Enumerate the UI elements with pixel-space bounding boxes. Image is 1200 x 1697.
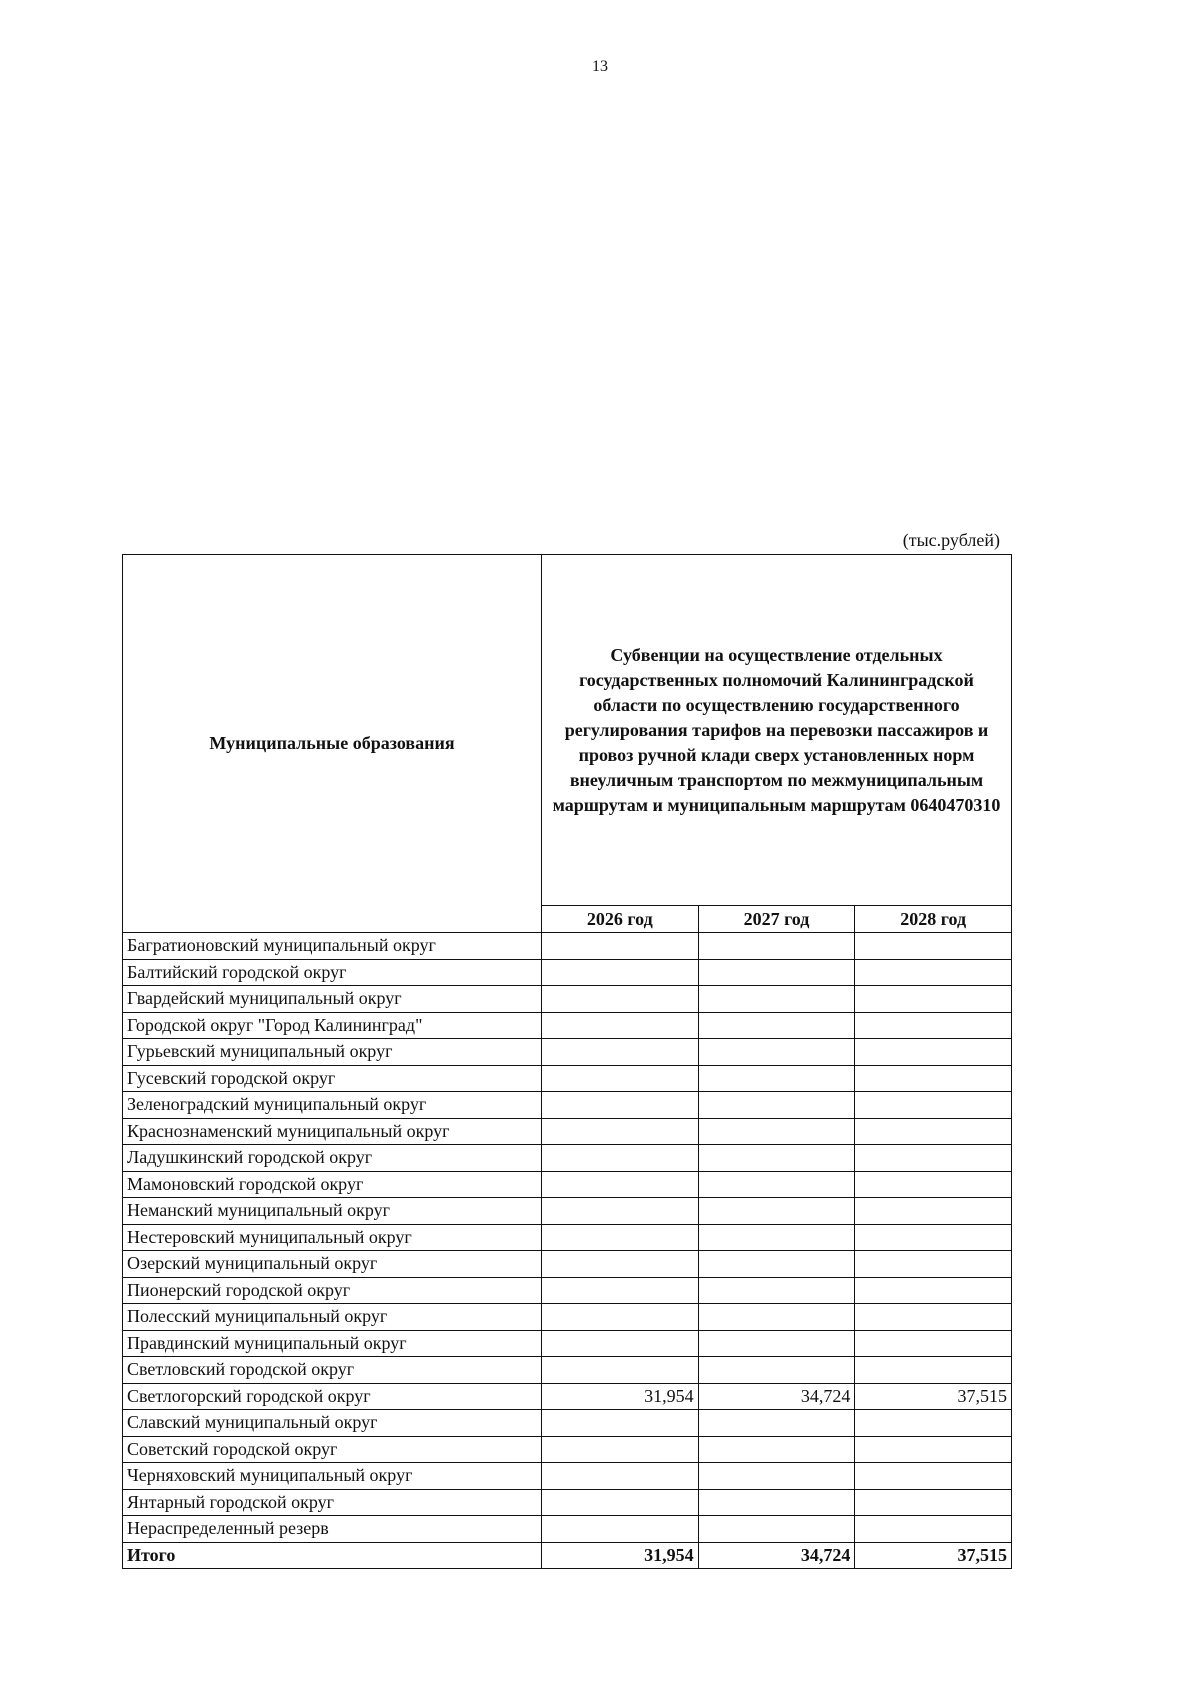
table-row [123,1198,1012,1225]
value-2027 [698,1251,855,1278]
table-row [123,1304,1012,1331]
municipality-name: Светловский городской округ [123,1357,542,1384]
value-2028 [855,986,1012,1013]
table-row [123,1436,1012,1463]
value-2026 [542,1118,699,1145]
table-row [123,933,1012,960]
table-row [123,1118,1012,1145]
value-2026 [542,1092,699,1119]
page-number: 13 [592,58,608,75]
table-row [123,986,1012,1013]
value-2027 [698,1489,855,1516]
total-2028: 37,515 [855,1542,1012,1569]
value-2026 [542,1251,699,1278]
value-2028: 37,515 [855,1383,1012,1410]
value-2026 [542,1410,699,1437]
municipality-name: Зеленоградский муниципальный округ [123,1092,542,1119]
value-2027 [698,959,855,986]
value-2026 [542,1304,699,1331]
table-row [123,1357,1012,1384]
header-year-2027: 2027 год [698,906,855,933]
table-row [123,1251,1012,1278]
header-subvention: Субвенции на осуществление отдельных государственных полномочий Калининградской области по осуществлению государственного регулирования тарифов на перевозки пассажиров и провоз ручной клади сверх установленных норм внеуличным транспортом по межмуниципальным маршрутам и муниципальным маршрутам 0640470310 [542,555,1012,906]
value-2028 [855,1092,1012,1119]
value-2026 [542,1516,699,1543]
value-2027 [698,1304,855,1331]
value-2028 [855,1251,1012,1278]
value-2027 [698,933,855,960]
value-2026 [542,1171,699,1198]
value-2028 [855,1012,1012,1039]
value-2027 [698,1171,855,1198]
table-row [123,959,1012,986]
value-2027 [698,1012,855,1039]
value-2026 [542,1436,699,1463]
value-2027 [698,1516,855,1543]
value-2026 [542,1224,699,1251]
municipality-name: Правдинский муниципальный округ [123,1330,542,1357]
value-2028 [855,1224,1012,1251]
subvention-table [122,554,1012,1569]
value-2026 [542,1198,699,1225]
table-row [123,1012,1012,1039]
value-2026 [542,1277,699,1304]
value-2028 [855,1436,1012,1463]
municipality-name: Неманский муниципальный округ [123,1198,542,1225]
value-2028 [855,1304,1012,1331]
municipality-name: Славский муниципальный округ [123,1410,542,1437]
table-body [123,933,1012,1569]
value-2028 [855,1171,1012,1198]
total-row [123,1542,1012,1569]
value-2028 [855,1463,1012,1490]
value-2028 [855,1198,1012,1225]
value-2026 [542,933,699,960]
value-2027 [698,1092,855,1119]
value-2026: 31,954 [542,1383,699,1410]
value-2026 [542,1489,699,1516]
value-2027 [698,1224,855,1251]
value-2026 [542,1065,699,1092]
table-row [123,1489,1012,1516]
table-row [123,1330,1012,1357]
header-year-2026: 2026 год [542,906,699,933]
municipality-name: Озерский муниципальный округ [123,1251,542,1278]
value-2026 [542,1012,699,1039]
table-row [123,1516,1012,1543]
table-row [123,1463,1012,1490]
table-row [123,1224,1012,1251]
value-2026 [542,1463,699,1490]
value-2028 [855,1516,1012,1543]
value-2026 [542,959,699,986]
value-2028 [855,1039,1012,1066]
total-label: Итого [123,1542,542,1569]
value-2027 [698,1357,855,1384]
table-row [123,1383,1012,1410]
value-2026 [542,1039,699,1066]
value-2028 [855,1357,1012,1384]
table-row [123,1145,1012,1172]
value-2027 [698,1330,855,1357]
value-2028 [855,1330,1012,1357]
table-row [123,1410,1012,1437]
value-2027 [698,1065,855,1092]
municipality-name: Черняховский муниципальный округ [123,1463,542,1490]
municipality-name: Гвардейский муниципальный округ [123,986,542,1013]
header-municipalities: Муниципальные образования [123,555,542,933]
municipality-name: Гусевский городской округ [123,1065,542,1092]
value-2027 [698,1145,855,1172]
table-row [123,1277,1012,1304]
value-2027 [698,1436,855,1463]
municipality-name: Нестеровский муниципальный округ [123,1224,542,1251]
value-2028 [855,959,1012,986]
value-2028 [855,1145,1012,1172]
municipality-name: Ладушкинский городской округ [123,1145,542,1172]
municipality-name: Янтарный городской округ [123,1489,542,1516]
value-2028 [855,1489,1012,1516]
value-2027 [698,1118,855,1145]
municipality-name: Пионерский городской округ [123,1277,542,1304]
value-2027 [698,986,855,1013]
municipality-name: Гурьевский муниципальный округ [123,1039,542,1066]
value-2028 [855,933,1012,960]
value-2026 [542,986,699,1013]
total-2027: 34,724 [698,1542,855,1569]
value-2028 [855,1277,1012,1304]
municipality-name: Полесский муниципальный округ [123,1304,542,1331]
municipality-name: Советский городской округ [123,1436,542,1463]
municipality-name: Городской округ "Город Калининград" [123,1012,542,1039]
municipality-name: Багратионовский муниципальный округ [123,933,542,960]
municipality-name: Балтийский городской округ [123,959,542,986]
units-label: (тыс.рублей) [902,530,1000,550]
table-row [123,1065,1012,1092]
value-2028 [855,1410,1012,1437]
value-2027 [698,1463,855,1490]
value-2027: 34,724 [698,1383,855,1410]
table-row [123,1171,1012,1198]
value-2028 [855,1065,1012,1092]
total-2026: 31,954 [542,1542,699,1569]
value-2026 [542,1145,699,1172]
value-2027 [698,1198,855,1225]
header-year-2028: 2028 год [855,906,1012,933]
municipality-name: Краснознаменский муниципальный округ [123,1118,542,1145]
value-2027 [698,1410,855,1437]
value-2026 [542,1330,699,1357]
value-2026 [542,1357,699,1384]
value-2027 [698,1039,855,1066]
municipality-name: Нераспределенный резерв [123,1516,542,1543]
value-2027 [698,1277,855,1304]
table-row [123,1039,1012,1066]
table-row [123,1092,1012,1119]
value-2028 [855,1118,1012,1145]
municipality-name: Светлогорский городской округ [123,1383,542,1410]
municipality-name: Мамоновский городской округ [123,1171,542,1198]
